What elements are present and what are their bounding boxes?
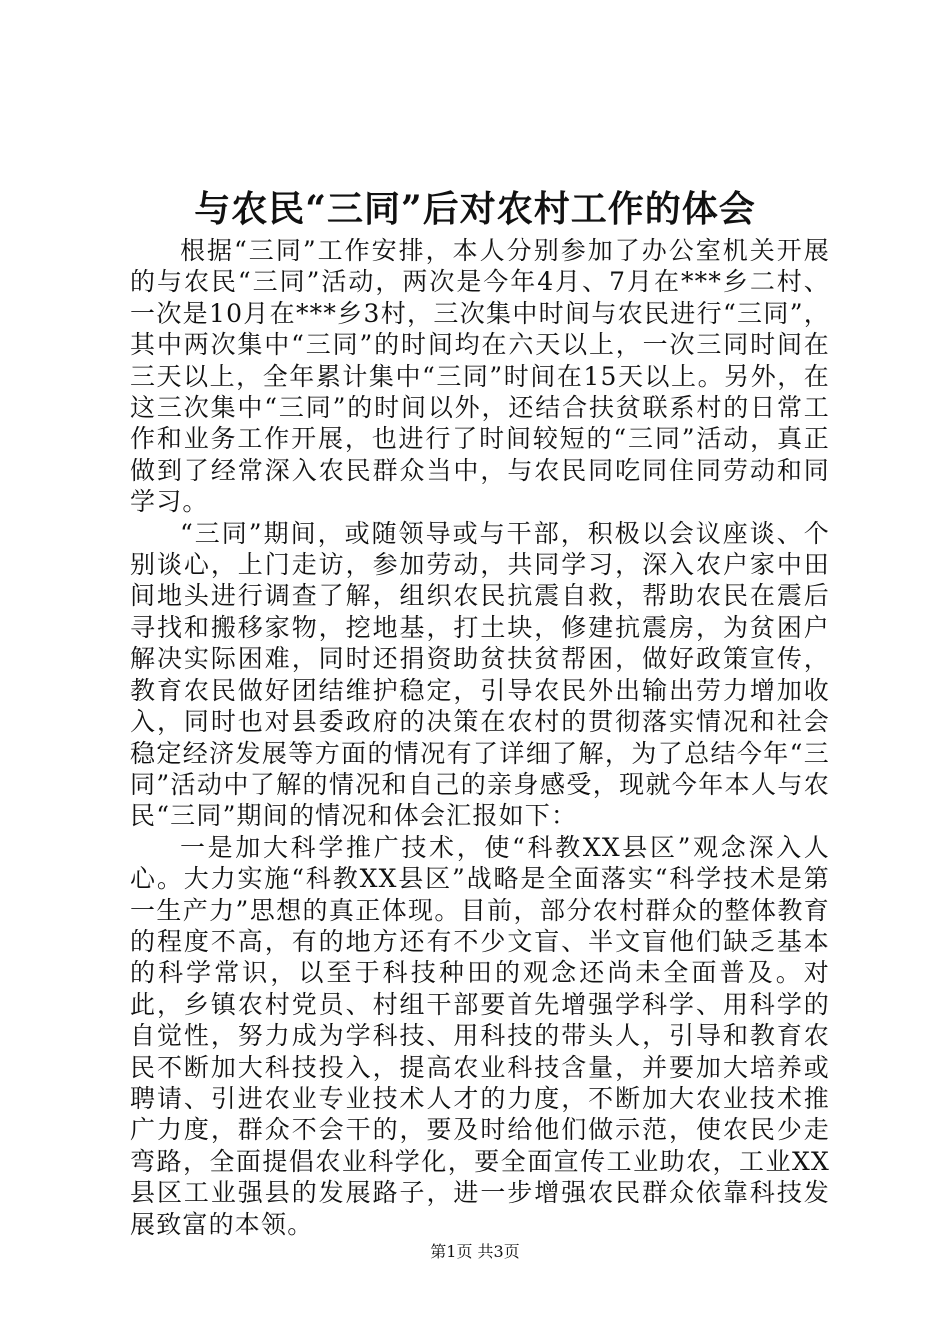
paragraph-2: “三同”期间，或随领导或与干部，积极以会议座谈、个别谈心，上门走访，参加劳动，共同学习，深入农户家中田间地头进行调查了解，组织农民抗震自救，帮助农民在震后寻找和搬移家物，挖地基，打土块，修建抗震房，为贫困户解决实际困难，同时还捐资助贫扶贫帮困，做好政策宣传，教育农民做好团结维护稳定，引导农民外出输出劳力增加收入，同时也对县委政府的决策在农村的贯彻落实情况和社会稳定经济发展等方面的情况有了详细了解，为了总结今年“三同”活动中了解的情况和自己的亲身感受，现就今年本人与农民“三同”期间的情况和体会汇报如下： <box>130 518 830 831</box>
paragraph-3: 一是加大科学推广技术，使“科教XX县区”观念深入人心。大力实施“科教XX县区”战略是全面落实“科学技术是第一生产力”思想的真正体现。目前，部分农村群众的整体教育的程度不高，有的地方还有不少文盲、半文盲他们缺乏基本的科学常识，以至于科技种田的观念还尚未全面普及。对此，乡镇农村党员、村组干部要首先增强学科学、用科学的自觉性，努力成为学科技、用科技的带头人，引导和教育农民不断加大科技投入，提高农业科技含量，并要加大培养或聘请、引进农业专业技术人才的力度，不断加大农业技术推广力度，群众不会干的，要及时给他们做示范，使农民少走弯路，全面提倡农业科学化，要全面宣传工业助农，工业XX县区工业强县的发展路子，进一步增强农民群众依靠科技发展致富的本领。 <box>130 832 830 1239</box>
page-footer: 第1页 共3页 <box>430 1242 520 1261</box>
paragraph-1: 根据“三同”工作安排，本人分别参加了办公室机关开展的与农民“三同”活动，两次是今年4月、7月在***乡二村、一次是10月在***乡3村，三次集中时间与农民进行“三同”，其中两次集中“三同”的时间均在六天以上，一次三同时间在三天以上，全年累计集中“三同”时间在15天以上。另外，在这三次集中“三同”的时间以外，还结合扶贫联系村的日常工作和业务工作开展，也进行了时间较短的“三同”活动，真正做到了经常深入农民群众当中，与农民同吃同住同劳动和同学习。 <box>130 236 830 517</box>
document-title: 与农民“三同”后对农村工作的体会 <box>194 188 756 230</box>
document-body <box>130 235 830 1240</box>
